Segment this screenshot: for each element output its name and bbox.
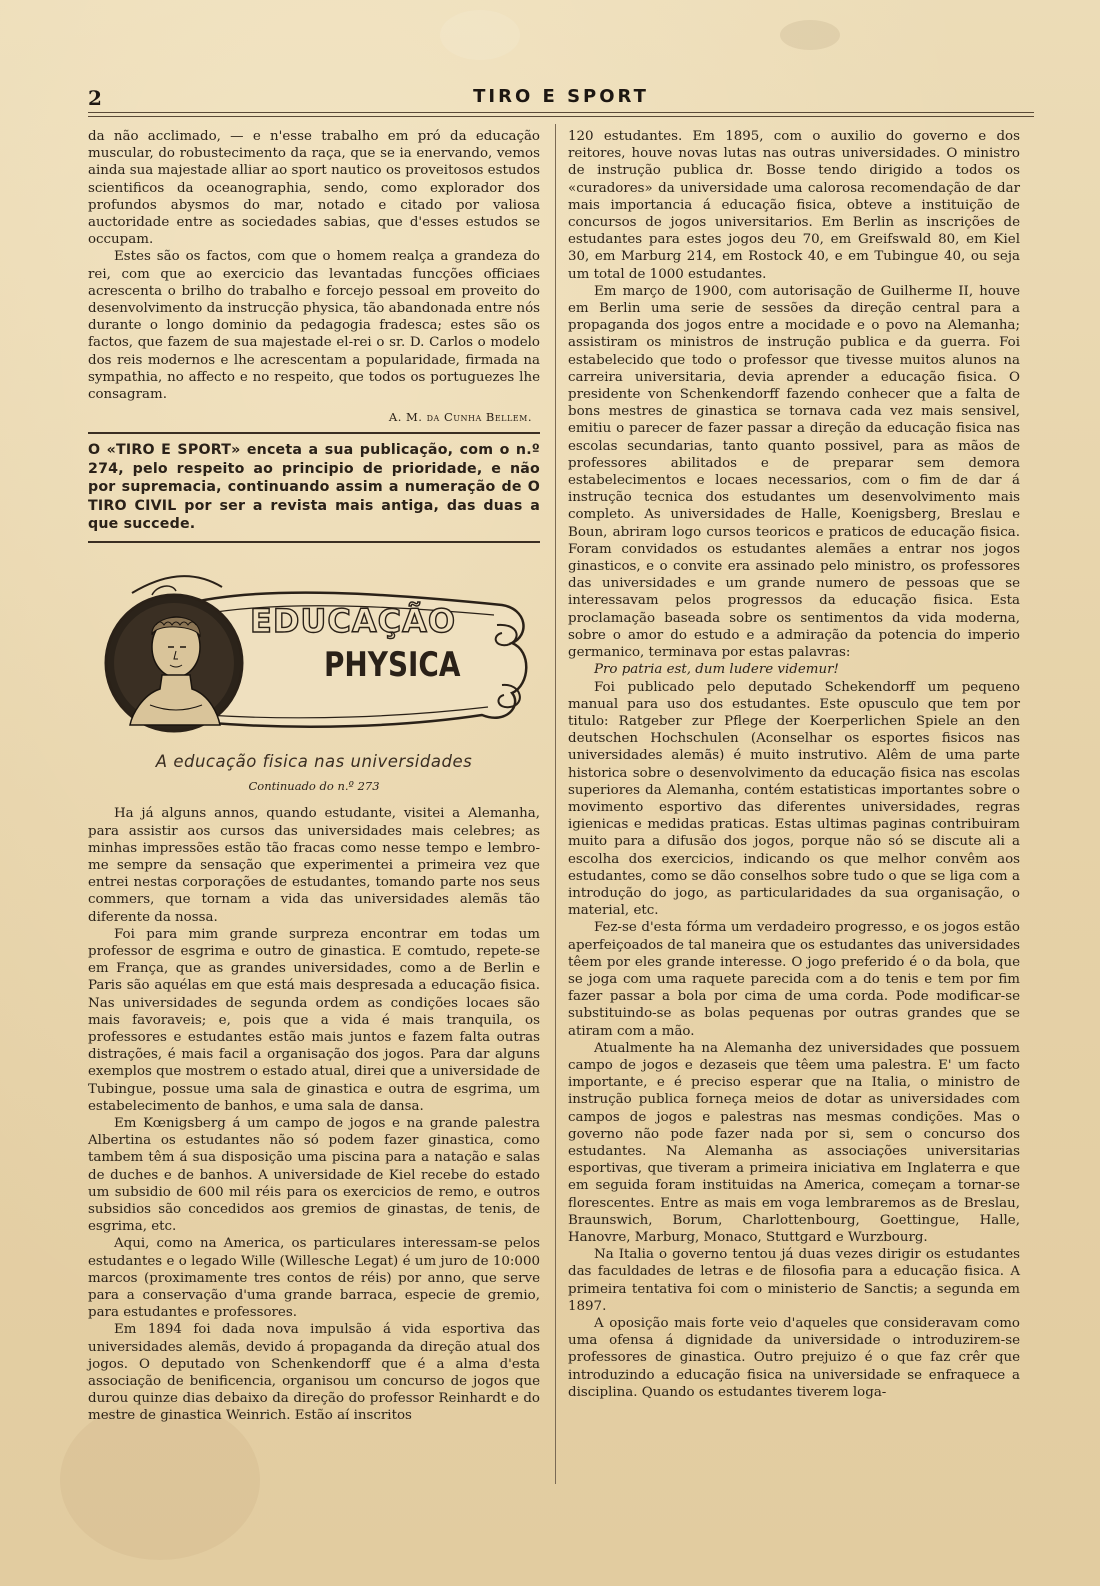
paragraph: Atualmente ha na Alemanha dez universidades que possuem campo de jogos e dezaseis que têem uma palestra. E' um facto importante, e é preciso esperar que na Italia, o ministro de instrução publica forneça meios de dotar as universidades com campos de jogos e palestras nas mesmas condições. Mas o governo não pode fazer nada por si, sem o concurso dos estudantes. Na Alemanha as associações universitarias esportivas, que tiveram a primeira iniciativa em Inglaterra e que em seguida foram instituidas na America, começam a tornar-se florescentes. Entre as mais em voga lembraremos as de Breslau, Braunswich, Borum, Charlottenbourg, Goettingue, Halle, Hanovre, Marburg, Monaco, Stuttgard e Wurzbourg. [568, 1040, 1020, 1245]
journal-title: TIRO E SPORT [473, 86, 649, 107]
left-column [88, 128, 540, 1425]
paragraph: Estes são os factos, com que o homem realça a grandeza do rei, com que ao exercicio das levantadas funcções officiaes acrescenta o brilho do trabalho e forcejo pessoal em proveito do desenvolvimento da instrucção physica, tão abandonada entre nós durante o longo dominio da pedagogia fradesca; estes são os factos, que fazem de sua majestade el-rei o sr. D. Carlos o modelo dos reis modernos e lhe acrescentam a popularidade, firmada na sympathia, no affecto e no respeito, que todos os portuguezes lhe consagram. [88, 249, 540, 403]
emblem-illustration [102, 565, 532, 745]
paragraph: Foi para mim grande surpreza encontrar em todas um professor de esgrima e outro de ginastica. E comtudo, repete-se em França, que as grandes universidades, como a de Berlin e Paris são aquélas em que está mais despresada a educação fisica. Nas universidades de segunda ordem as condições locaes são mais favoraveis; e, pois que a vida é mais tranquila, os professores e estudantes estão mais juntos e fazem falta outras distrações, é mais facil a organisação dos jogos. Para dar alguns exemplos que mostrem o estado atual, direi que a universidade de Tubingue, possue uma sala de ginastica e outra de esgrima, um estabelecimento de banhos, e uma sala de dansa. [88, 926, 540, 1114]
paragraph: 120 estudantes. Em 1895, com o auxilio do governo e dos reitores, houve novas lutas nas outras universidades. O ministro de instrução publica dr. Bosse tendo dirigido a todos os «curadores» da universidade uma calorosa recomendação de dar mais importancia á educação fisica, obteve a instituição de concursos de jogos universitarios. Em Berlin as inscrições de estudantes para estes jogos deu 70, em Greifswald 80, em Kiel 30, em Marburg 214, em Rostock 40, e em Tubingue 40, ou seja um total de 1000 estudantes. [568, 129, 1020, 282]
emblem-title-line1: EDUCAÇÃO [250, 601, 457, 640]
paragraph: Em Kœnigsberg á um campo de jogos e na grande palestra Albertina os estudantes não só podem fazer ginastica, como tambem têm á sua disposição uma piscina para a natação e salas de duches e de banhos. A universidade de Kiel recebe do estado um subsidio de 600 mil réis para os exercicios de remo, e outros subsidios são concedidos aos gremios de ginastas, de tenis, de esgrima, etc. [88, 1116, 540, 1235]
paper-stain [440, 10, 520, 60]
paragraph: Fez-se d'esta fórma um verdadeiro progresso, e os jogos estão aperfeiçoados de tal maneira que os estudantes das universidades têem por eles grande interesse. O jogo preferido é o da bola, que se joga com uma raquete parecida com a do tenis e tem por fim fazer passar a bola por cima de uma corda. Pode modificar-se substituindo-se as bolas pequenas por outras grandes que se atiram com a mão. [568, 920, 1020, 1039]
column-divider [555, 124, 556, 1484]
paragraph: Na Italia o governo tentou já duas vezes dirigir os estudantes das faculdades de letras e de filosofia para a educação fisica. A primeira tentativa foi com o ministerio de Sanctis; a segunda em 1897. [568, 1247, 1020, 1314]
article-title: A educação fisica nas universidades [155, 751, 473, 771]
section-emblem [102, 565, 532, 745]
paper-stain [780, 20, 840, 50]
article-signature [88, 409, 532, 426]
page-header [88, 86, 1034, 108]
notice-box [88, 432, 540, 543]
paragraph: Em 1894 foi dada nova impulsão á vida esportiva das universidades alemãs, devido á propaganda da direção atual dos jogos. O deputado von Schenkendorff que é a alma d'esta associação de benificencia, organisou um concurso de jogos que durou quinze dias debaixo da direção do professor Reinhardt e do mestre de ginastica Weinrich. Estão aí inscritos [88, 1322, 540, 1424]
emblem-title-line2: PHYSICA [324, 644, 461, 685]
header-rule [88, 112, 1034, 113]
header-rule [88, 116, 1034, 117]
signature-initials: A. M. [388, 410, 423, 425]
paragraph: Em março de 1900, com autorisação de Guilherme II, houve em Berlin uma serie de sessões da direção central para a propaganda dos jogos entre a mocidade e o povo na Alemanha; assistiram os ministros de instrução publica e da guerra. Foi estabelecido que todo o professor que tivesse muitos alunos na carreira universitaria, devia aprender a educação fisica. O presidente von Schenkendorff fazendo conhecer que a falta de bons mestres de ginastica se tornava cada vez mais sensivel, emitiu o parecer de fazer passar a direção da educação fisica nas escolas secundarias, tanto quanto possivel, para as mãos de professores abilitados e de preparar sem demora estabelecimentos e locaes necessarios, com o fim de dar á instrução tecnica dos estudantes um desenvolvimento mais completo. As universidades de Halle, Koenigsberg, Breslau e Boun, abriram logo cursos teoricos e praticos de educação fisica. Foram convidados os estudantes alemães a entrar nos jogos ginasticos, e o convite era assinado pelo ministro, os professores das universidades e um grande numero de pessoas que se interessavam pelos progressos da educação fisica. Esta proclamação baseada sobre os sentimentos da vida moderna, sobre o amor do estudo e a admiração da potencia do imperio germanico, terminava por estas palavras: [568, 283, 1020, 661]
right-column [568, 128, 1020, 1401]
paragraph: A oposição mais forte veio d'aqueles que consideravam como uma ofensa á dignidade da universidade o introduzirem-se professores de ginastica. Outro prejuizo é o que faz crêr que introduzindo a educação fisica na universidade se enfraquece a disciplina. Quando os estudantes tiverem loga- [568, 1316, 1020, 1400]
paragraph: Ha já alguns annos, quando estudante, visitei a Alemanha, para assistir aos cursos das universidades mais celebres; as minhas impressões estão tão fracas como nesse tempo e lembro-me sempre da sensação que experimentei a primeira vez que entrei nestas corporações de estudantes, tomando parte nos seus commers, que tornam a vida das universidades alemãs tão diferente da nossa. [88, 806, 540, 925]
publication-notice: O «TIRO E SPORT» enceta a sua publicação, com o n.º 274, pelo respeito ao principio de prioridade, e não por supremacia, continuando assim a numeração de O TIRO CIVIL por ser a revista mais antiga, das duas a que succede. [88, 442, 540, 533]
page-number: 2 [88, 86, 102, 110]
latin-quote: Pro patria est, dum ludere videmur! [594, 662, 839, 678]
paragraph: da não acclimado, — e n'esse trabalho em pró da educação muscular, do robustecimento da raça, que se ia enervando, vemos ainda sua majestade alliar ao sport nautico os proveitosos estudos scientificos da oceanographia, sendo, como explorador dos profundos abysmos do mar, notado e citado por valiosa auctoridade entre as sociedades sabias, que d'esses estudos se occupam. [88, 129, 540, 248]
signature-name: da Cunha Bellem. [426, 410, 532, 425]
paragraph: Aqui, como na America, os particulares interessam-se pelos estudantes e o legado Wille (Willesche Legat) é um juro de 10:000 marcos (proximamente tres contos de réis) por anno, que serve para a conservação d'uma grande barraca, especie de gremio, para estudantes e professores. [88, 1236, 540, 1321]
continuation-note: Continuado do n.º 273 [248, 779, 380, 794]
paragraph: Foi publicado pelo deputado Schekendorff um pequeno manual para uso dos estudantes. Este opusculo que tem por titulo: Ratgeber zur Pflege der Koerperlichen Spiele an den deutschen Hochschulen (Aconselhar os esportes fisicos nas universidades alemãs) é muito instrutivo. Alêm de uma parte historica sobre o desenvolvimento da educação fisica nas escolas superiores da Alemanha, contém estatisticas importantes sobre o movimento esportivo das diferentes universidades, regras igienicas e medidas praticas. Estas ultimas paginas contribuiram muito para a difusão dos jogos, porque não só se discute ali a escolha dos exercicios, indicando os que melhor convêm aos estudantes, como se dão conselhos sobre tudo o que se liga com a introdução do jogo, as particularidades da sua organisação, o material, etc. [568, 679, 1020, 919]
